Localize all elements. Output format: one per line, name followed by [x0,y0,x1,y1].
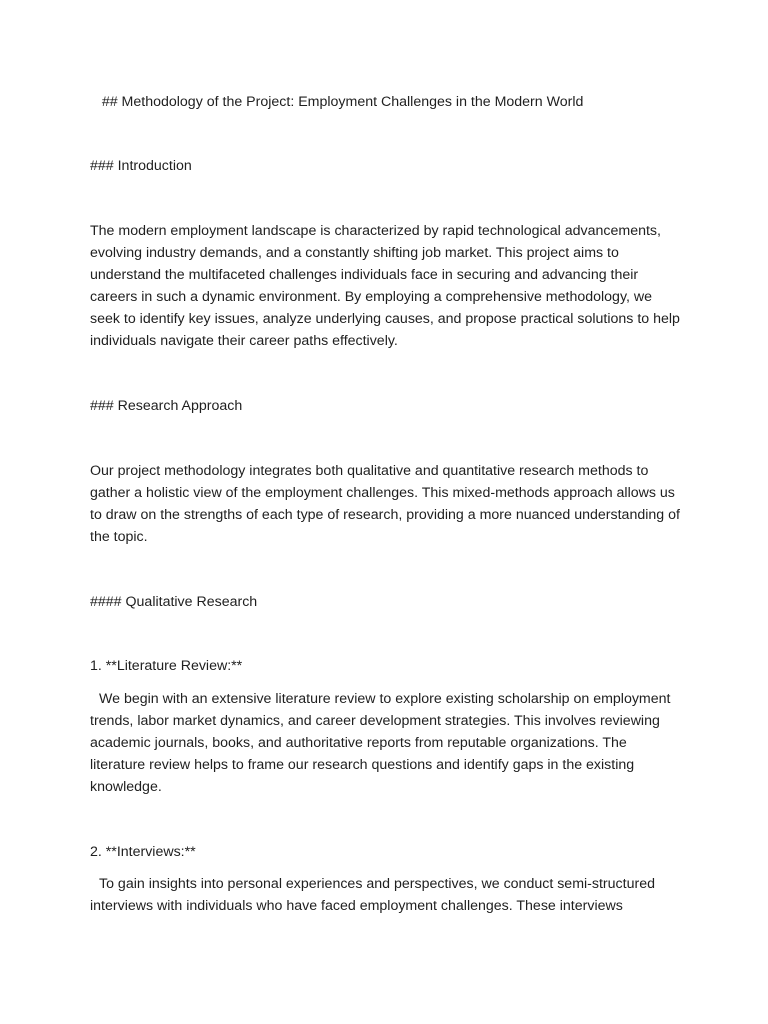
interviews-paragraph: To gain insights into personal experiences and perspectives, we conduct semi-structured interviews with individuals who have faced employment challenges. These interviews [90,876,655,914]
literature-review-heading: 1. **Literature Review:** [90,658,243,674]
introduction-heading: ### Introduction [90,158,192,174]
qualitative-research-heading: #### Qualitative Research [90,594,258,610]
introduction-paragraph: The modern employment landscape is characterized by rapid technological advancements, evolving industry demands, and a constantly shifting job market. This project aims to understand the multifaceted challenges individuals face in securing and advancing their careers in such a dynamic environment. By employing a comprehensive methodology, we seek to identify key issues, analyze underlying causes, and propose practical solutions to help individuals navigate their career paths effectively. [90,223,680,349]
literature-review-paragraph: We begin with an extensive literature review to explore existing scholarship on employment trends, labor market dynamics, and career development strategies. This involves reviewing academic journals, books, and authoritative reports from reputable organizations. The literature review helps to frame our research questions and identify gaps in the existing knowledge. [90,691,671,795]
research-approach-heading: ### Research Approach [90,398,243,414]
research-approach-paragraph: Our project methodology integrates both qualitative and quantitative research methods to gather a holistic view of the employment challenges. This mixed-methods approach allows us to draw on the strengths of each type of research, providing a more nuanced understanding of the topic. [90,463,680,545]
interviews-heading: 2. **Interviews:** [90,844,196,860]
document-title: ## Methodology of the Project: Employment Challenges in the Modern World [90,94,584,110]
